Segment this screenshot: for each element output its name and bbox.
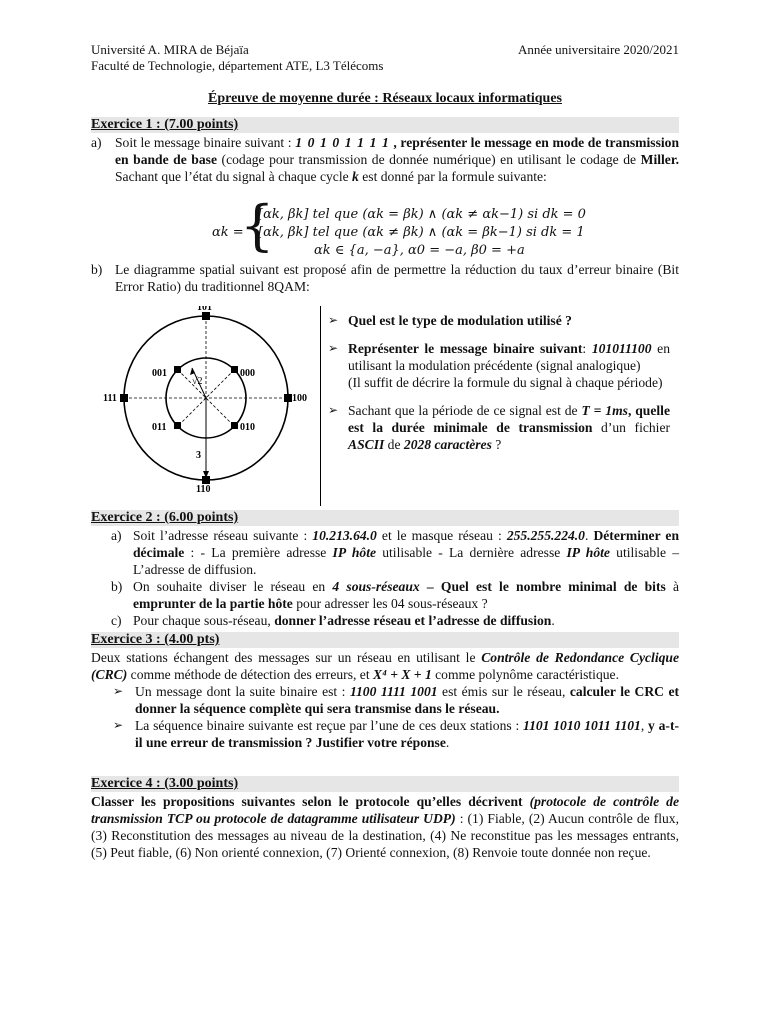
part-b-text: Le diagramme spatial suivant est proposé afin de permettre la réduction du taux d’erreur binaire (Bit Error Ratio) du traditionnel 8QAM: [115,262,679,294]
point-000 [231,366,238,373]
arrow-bullet-icon: ➢ [113,718,124,732]
exercise-1-questions [328,312,670,464]
exam-title: Épreuve de moyenne durée : Réseaux locaux informatiques [208,91,562,106]
constellation-diagram [100,306,320,492]
point-001 [174,366,181,373]
label-sqrt2: √2 [192,376,203,387]
faculty-name: Faculté de Technologie, département ATE, L3 Télécoms [91,58,384,73]
formula-brace: { [240,194,275,257]
exercise-4-body: Classer les propositions suivantes selon le protocole qu’elles décrivent (protocole de contrôle de transmission TCP ou protocole de datagramme utilisateur UDP) : (1) Fiable, (2) Aucun contrôle de flux, (3) Reconstitution des messages au niveau de la destination, (4) Ne reconstitue pas les messages entrants, (5) Peut fiable, (6) Non orienté connexion, (7) Orienté connexion, (8) Renvoie toute donnée non reçue. [91,794,680,860]
exercise-2-part-c: c) Pour chaque sous-réseau, donner l’adresse réseau et l’adresse de diffusion. [111,613,555,628]
arrow-bullet-icon: ➢ [328,313,339,327]
formula-lhs: αk = [212,225,244,240]
exercise-2-heading: Exercice 2 : (6.00 points) [91,510,679,526]
crc-polynomial: X⁴ + X + 1 [373,667,432,682]
exercise-3-question-2: ➢ La séquence binaire suivante est reçue par l’une de ces deux stations : 1101 1010 1011 1101, y a-t-il une erreur de transmission ? Justifier votre réponse. [113,718,679,750]
point-100 [284,394,292,402]
exercise-2-body [91,527,679,629]
label-100: 100 [292,393,307,404]
arrow-bullet-icon: ➢ [113,684,124,698]
question-3: ➢ Sachant que la période de ce signal est de T = 1ms, quelle est la durée minimale de transmission d’un fichier ASCII de 2028 caractères ? [328,403,671,452]
point-010 [231,422,238,429]
label-010: 010 [240,422,255,433]
label-111: 111 [103,393,117,404]
arrow-bullet-icon: ➢ [328,403,339,417]
exercise-3-heading: Exercice 3 : (4.00 pts) [91,632,679,648]
label-three: 3 [196,450,201,461]
exercise-2-part-b: b) On souhaite diviser le réseau en 4 sous-réseaux – Quel est le nombre minimal de bits à emprunter de la partie hôte pour adresser les 04 sous-réseaux ? [111,579,679,611]
binary-message: 1 0 1 0 1 1 1 1 [295,135,390,150]
part-a-text: Soit le message binaire suivant : 1 0 1 0 1 1 1 1 , représenter le message en mode de transmission en bande de base (codage pour transmission de donnée numérique) en utilisant le codage de Miller. Sachant que l’état du signal à chaque cycle k est donné par la formule suivante: [115,135,680,184]
exercise-4-heading: Exercice 4 : (3.00 points) [91,776,679,792]
arrow-bullet-icon: ➢ [328,341,339,355]
academic-year: Année universitaire 2020/2021 [517,42,679,57]
network-address: 10.213.64.0 [312,528,377,543]
formula-line-1: [αk, βk] tel que (αk = βk) ∧ (αk ≠ αk−1) si dk = 0 [258,207,586,222]
question-1: ➢ Quel est le type de modulation utilisé ? [328,313,572,328]
exercise-1-part-b [91,261,679,295]
university-name: Université A. MIRA de Béjaïa [91,42,249,57]
part-label: b) [91,262,103,277]
exercise-2-part-a: a) Soit l’adresse réseau suivante : 10.213.64.0 et le masque réseau : 255.255.224.0. Déterminer en décimale : - La première adresse IP hôte utilisable - La dernière adresse IP hôte utilisable – L’adresse de diffusion. [111,528,680,577]
question-2-note: (Il suffit de décrire la formule du signal à chaque période) [348,375,663,390]
document-header [91,42,679,74]
point-011 [174,422,181,429]
exercise-1-heading: Exercice 1 : (7.00 points) [91,117,679,133]
exercise-3-question-1: ➢ Un message dont la suite binaire est : 1100 1111 1001 est émis sur le réseau, calculer le CRC et donner la séquence complète qui sera transmise dans le réseau. [113,684,680,716]
binary-message-2: 101011100 [591,341,652,356]
network-mask: 255.255.224.0 [506,528,585,543]
vertical-divider [320,306,321,506]
label-000: 000 [240,368,255,379]
point-111 [120,394,128,402]
formula-line-3: αk ∈ {a, −a}, α0 = −a, β0 = +a [314,243,525,258]
exercise-3-body [91,649,679,751]
formula-line-2: [αk, βk] tel que (αk ≠ βk) ∧ (αk = βk−1) si dk = 1 [258,225,585,240]
label-110: 110 [196,484,211,492]
label-011: 011 [152,422,167,433]
miller-formula [212,194,612,259]
point-110 [202,476,210,484]
point-101 [202,312,210,320]
label-101: 101 [197,306,212,313]
miller-keyword: Miller. [640,152,680,167]
exercise-3-statement: Deux stations échangent des messages sur un réseau en utilisant le Contrôle de Redondance Cyclique (CRC) comme méthode de détection des erreurs, et X⁴ + X + 1 comme polynôme caractéristique. [91,650,679,682]
exercise-1-part-a [91,134,679,185]
question-2: ➢ Représenter le message binaire suivant: 101011100 en utilisant la modulation précédente (signal analogique) (Il suffit de décrire la formule du signal à chaque période) [328,341,670,390]
part-label: a) [91,135,102,150]
label-001: 001 [152,368,167,379]
